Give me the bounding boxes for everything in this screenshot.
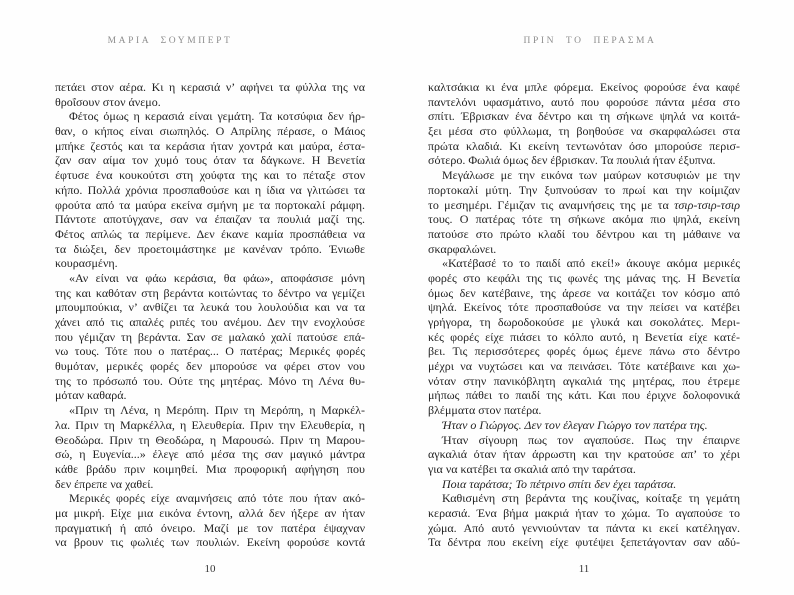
text-line — [428, 153, 740, 168]
text-line-content: σπίτι. Έβρισκαν ένα δέντρο και τη σήκωνε ψηλά να κοιτά- — [428, 109, 740, 124]
text-line-content: να βρουν τις φωλιές των πουλιών. Εκείνη φορούσε κοντά — [55, 535, 365, 550]
text-line — [55, 462, 365, 477]
text-line — [55, 521, 365, 536]
text-line-content: γρήγορα, τη δωροδοκούσε με γλυκά και σοκολάτες. Μερι- — [428, 315, 740, 329]
text-line-content: λα. Πριν τη Μαρκέλλα, η Ελευθερία. Πριν την Ελευθερία, η — [55, 417, 365, 432]
text-line-content: σκαρφαλώνει. — [428, 241, 497, 256]
text-line-content: Μεγάλωσε με την εικόνα των μαύρων κοτσυφιών με την — [442, 168, 740, 183]
text-line — [55, 286, 365, 301]
text-line-content: παντελόνι υφασμάτινο, αυτό που φορούσε πάντα μέσα στο — [428, 94, 740, 109]
text-line-content: κερασιά. Ένα βήμα μακριά ήταν το χώμα. Το αγαπούσε το — [428, 505, 740, 520]
text-line — [55, 315, 365, 330]
text-line-content: ξει μέσα στο φύλλωμα, τη βοηθούσε να σκαρφαλώσει στα — [428, 124, 740, 139]
text-line — [55, 227, 365, 242]
text-line — [428, 374, 740, 389]
text-line — [428, 95, 740, 110]
text-line — [55, 359, 365, 374]
text-line — [55, 535, 365, 550]
text-line — [55, 506, 365, 521]
text-line — [55, 242, 365, 257]
text-line-content: βλέμματα στον πατέρα. — [428, 403, 542, 418]
text-line-content: πατούσε στο πρώτο κλαδί του δέντρου και τη μάθαινε να — [428, 226, 740, 241]
text-line — [55, 139, 365, 154]
text-line — [428, 183, 740, 198]
page-number-left: 10 — [204, 563, 216, 575]
text-line-content: βει. Τις περισσότερες φορές όμως έμενε πάνω στο δέντρο — [428, 344, 740, 359]
text-line-content: θαν, ο κήπος είναι σιωπηλός. Ο Απρίλης πέρασε, ο Μάιος — [55, 124, 365, 139]
text-line-content: Φέτος απλώς τα περίμενε. Δεν έκανε καμία προσπάθεια να — [55, 226, 365, 241]
text-line — [428, 109, 740, 124]
text-line-content: Πάντοτε αποτύγχανε, σαν να έπαιζαν τα πουλιά μαζί της. — [55, 212, 365, 227]
text-line — [428, 418, 740, 433]
text-line-content: Φέτος όμως η κερασιά είναι γεμάτη. Τα κοτσύφια δεν ήρ- — [69, 109, 365, 124]
text-line-content: σώ, η Ευγενία...» έλεγε από μέσα της σαν μαγικό μάντρα — [55, 447, 365, 462]
text-line — [55, 271, 365, 286]
text-line — [428, 212, 740, 227]
text-line-content: Ήταν σίγουρη πως τον αγαπούσε. Πως την έπαιρνε — [442, 432, 740, 447]
text-line-content: νόταν στην πανικόβλητη αγκαλιά της μητέρας, που έτρεμε — [428, 373, 740, 388]
text-line-content: Ποια ταράτσα; Το πέτρινο σπίτι δεν έχει ταράτσα. — [442, 476, 677, 491]
text-line — [428, 477, 740, 492]
text-line — [428, 256, 740, 271]
text-line — [55, 403, 365, 418]
text-line — [428, 447, 740, 462]
text-line-content: αγκαλιά όταν ήταν άρρωστη και την κρατούσε απ’ το χέρι — [428, 447, 740, 462]
text-line-content: κήπο. Πολλά χρόνια προσπαθούσε και η ίδια να γλιτώσει τα — [55, 182, 365, 197]
text-line-content: θροΐσουν στον άνεμο. — [55, 94, 161, 109]
text-line-content: μα μικρή. Είχε μια εικόνα έντονη, αλλά δεν ήξερε αν ήταν — [55, 505, 365, 520]
text-line — [428, 124, 740, 139]
text-line-content: μόταν καθαρά. — [55, 388, 127, 403]
text-line-content: σότερο. Φωλιά όμως δεν έβρισκαν. Τα πουλιά ήταν έξυπνα. — [428, 153, 716, 168]
text-line — [55, 95, 365, 110]
text-line — [55, 330, 365, 345]
text-line — [428, 491, 740, 506]
text-line-content: μέχρι να νυχτώσει και να πεινάσει. Τότε κατέβαινε και χω- — [428, 359, 740, 374]
text-line-content: κές φορές είχε πιάσει το κόλπο αυτό, η Βενετία είχε κατέ- — [428, 329, 740, 344]
running-header-author: ΜΑΡΙΑ ΣΟΥΜΠΕΡΤ — [107, 36, 233, 46]
text-line-content: μήπως πάθει το παιδί της κάτι. Και που έριχνε δολοφονικά — [428, 388, 740, 403]
text-line — [428, 168, 740, 183]
text-line — [428, 286, 740, 301]
text-line — [428, 433, 740, 448]
text-line-content: φρούτα από τα μαύρα εκείνα σμήνη με τα πορτοκαλί ράμφη. — [55, 197, 365, 212]
text-line-content: νω τους. Τότε που ο πατέρας... Ο πατέρας; Μερικές φορές — [55, 344, 365, 359]
text-column-right — [428, 80, 740, 550]
text-line-content: φορές στο κεφάλι της τις φωνές της μάνας της. Η Βενετία — [428, 270, 740, 285]
text-line-content: πετάει στον αέρα. Κι η κερασιά ν’ αφήνει τα φύλλα της να — [55, 80, 365, 94]
text-line-content: που γέμιζαν τη βεράντα. Σαν σε μαλακό χαλί πατούσε επά- — [55, 329, 365, 344]
text-line-content: δεν έπρεπε να χαθεί. — [55, 476, 154, 491]
text-line-content: Καθισμένη στη βεράντα της κουζίνας, κοίταξε τη γεμάτη — [442, 491, 740, 506]
text-line-content: πραγματική ή από όνειρο. Μαζί με τον πατέρα έψαχναν — [55, 520, 365, 535]
text-line — [55, 491, 365, 506]
text-line — [55, 344, 365, 359]
text-line — [55, 433, 365, 448]
text-line — [55, 418, 365, 433]
text-line — [428, 403, 740, 418]
text-line — [55, 109, 365, 124]
text-line — [55, 183, 365, 198]
text-line-content: κουρασμένη. — [55, 256, 118, 271]
text-line-content: για να κατέβει τα σκαλιά από την ταράτσα. — [428, 461, 636, 476]
text-line-content: τους. Ο πατέρας τότε τη σήκωνε ακόμα πιο ψηλά, εκείνη — [428, 212, 740, 227]
text-line-content: καλτσάκια κι ένα μπλε φόρεμα. Εκείνος φορούσε ένα καφέ — [428, 80, 740, 94]
text-line-content: τα διώξει, δεν προετοιμάστηκε με κανέναν τρόπο. Ένιωθε — [55, 241, 365, 256]
text-line — [428, 535, 740, 550]
text-line-content: έφτυσε ένα κουκούτσι στη χούφτα της και το πέταξε στον — [55, 168, 365, 183]
text-line-content: το μεσημέρι. Γέμιζαν τις αναμνήσεις της με τα τσιρ-τσιρ-τσιρ — [428, 197, 740, 212]
text-line — [55, 300, 365, 315]
text-line-content: όμως δεν κατέβαινε, της άρεσε να κοιτάζει τον κόσμο από — [428, 285, 740, 300]
text-line — [428, 388, 740, 403]
text-line-content: της και καθόταν στη βεράντα κοιτώντας το δέντρο να γεμίζει — [55, 285, 365, 300]
text-line-content: της το πρόσωπό του. Ούτε της μητέρας. Μόνο τη Λένα θυ- — [55, 373, 365, 388]
text-line — [428, 344, 740, 359]
text-line — [55, 153, 365, 168]
text-line-content: πρώτα κλαδιά. Κι εκείνη τεντωνόταν όσο μπορούσε περισ- — [428, 138, 740, 153]
text-line — [428, 271, 740, 286]
text-line — [428, 462, 740, 477]
text-line — [55, 388, 365, 403]
text-line-content: Μερικές φορές είχε αναμνήσεις από τότε που ήταν ακό- — [69, 491, 365, 506]
text-line-content: κάθε βράδυ πριν κοιμηθεί. Μια προφορική αφήγηση που — [55, 461, 365, 476]
text-line — [55, 124, 365, 139]
text-line — [428, 506, 740, 521]
text-line-content: «Κατέβασέ το το παιδί από εκεί!» άκουγε ακόμα μερικές — [442, 256, 740, 271]
text-line — [55, 212, 365, 227]
text-line — [428, 80, 740, 95]
text-line — [55, 168, 365, 183]
text-line — [428, 300, 740, 315]
text-line-content: Ήταν ο Γιώργος. Δεν τον έλεγαν Γιώργο τον πατέρα της. — [442, 417, 708, 432]
text-line — [55, 447, 365, 462]
text-line-content: ψηλά. Εκείνος τότε προσπαθούσε να την πείσει να κατέβει — [428, 300, 740, 315]
text-line — [428, 521, 740, 536]
text-line — [428, 139, 740, 154]
text-line-content: μπήκε ζεστός και τα κεράσια ήταν χοντρά και μαύρα, έστα- — [55, 138, 365, 153]
text-line-content: ζαν σαν αίμα τον χυμό τους όταν τα δάγκωνε. Η Βενετία — [55, 153, 365, 168]
text-line — [55, 256, 365, 271]
text-line-content: πορτοκαλί μύτη. Την ξυπνούσαν το πρωί και την κοίμιζαν — [428, 182, 740, 197]
text-line-content: «Πριν τη Λένα, η Μερόπη. Πριν τη Μερόπη, η Μαρκέλ- — [69, 403, 365, 418]
italic-phrase: τσιρ-τσιρ-τσιρ — [674, 197, 740, 212]
text-column-left — [55, 80, 365, 550]
text-line — [428, 227, 740, 242]
text-line-content: Θεοδώρα. Πριν τη Θεοδώρα, η Μαρουσώ. Πριν τη Μαρου- — [55, 432, 365, 447]
page-number-right: 11 — [578, 563, 590, 575]
text-line-content: χώμα. Από αυτό γεννιούνταν τα πάντα κι εκεί κατέληγαν. — [428, 520, 740, 535]
text-line — [55, 198, 365, 213]
text-line-content: μπουμπούκια, ν’ ανθίζει τα λευκά του λουλούδια και να τα — [55, 300, 365, 315]
text-line — [428, 315, 740, 330]
text-line — [55, 80, 365, 95]
text-line — [428, 198, 740, 213]
text-line — [428, 242, 740, 257]
text-line-content: Τα δέντρα που εκείνη είχε φυτέψει ξεπετάγονταν σαν αδύ- — [428, 535, 740, 550]
text-line — [428, 330, 740, 345]
text-line-content: χάνει από τις απαλές ριπές του ανέμου. Δεν την ενοχλούσε — [55, 315, 365, 329]
running-header-title: ΠΡΙΝ ΤΟ ΠΕΡΑΣΜΑ — [523, 36, 657, 46]
text-line — [55, 477, 365, 492]
text-line-content: θυμόταν, μερικές φορές δεν μπορούσε να φέρει στον νου — [55, 359, 365, 374]
text-line-content: «Αν είναι να φάω κεράσια, θα φάω», αποφάσισε μόνη — [69, 270, 365, 285]
text-line — [55, 374, 365, 389]
text-line — [428, 359, 740, 374]
